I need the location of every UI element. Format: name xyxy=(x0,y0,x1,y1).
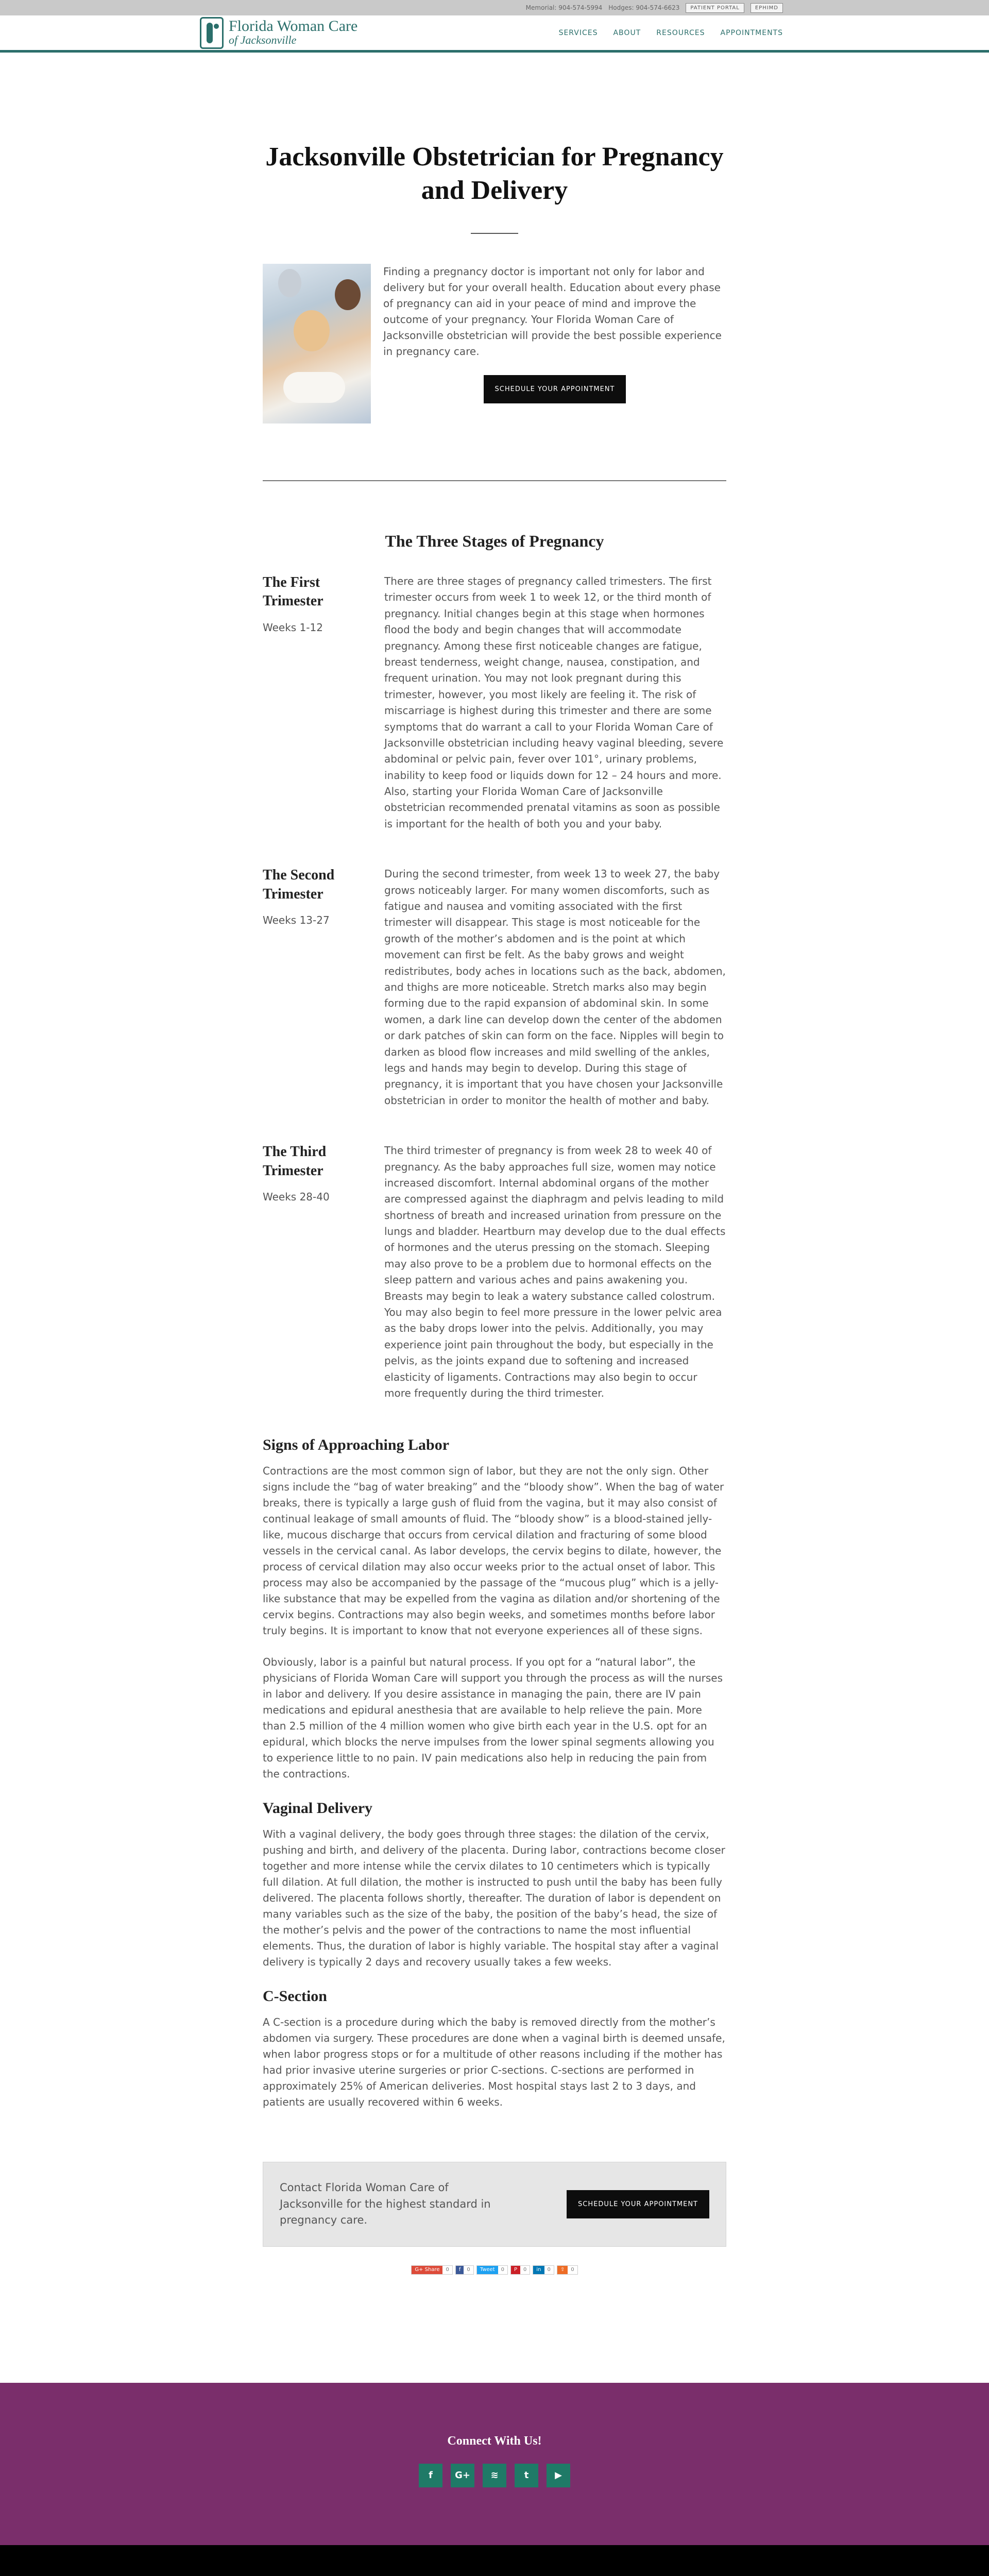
share-stumble-button[interactable]: ⇧ 0 xyxy=(557,2265,578,2275)
stage-weeks: Weeks 1-12 xyxy=(263,621,323,634)
stages-heading: The Three Stages of Pregnancy xyxy=(385,532,604,550)
contact-schedule-button[interactable]: SCHEDULE YOUR APPOINTMENT xyxy=(567,2190,709,2218)
menu-item-about[interactable]: ABOUT xyxy=(613,28,641,37)
logo-line-2: of Jacksonville xyxy=(229,33,297,47)
menu-item-appointments[interactable]: APPOINTMENTS xyxy=(720,28,783,37)
phone-hodges[interactable]: Hodges: 904-574-6623 xyxy=(608,4,680,11)
stage-text: The third trimester of pregnancy is from week 28 to week 40 of pregnancy. As the baby approaches full size, women may notice increased discomfort. Internal abdominal organs of the mother are compressed against the diaphragm and pelvis leading to mild shortness of breath and increased urination from pressure on the lungs and bladder. Heartburn may develop due to the dual effects of hormones and the uterus pressing on the stomach. Sleeping may also prove to be a problem due to hormonal effects on the sleep pattern and various aches and pains awakening you. Breasts may begin to leak a watery substance called colostrum. You may also begin to feel more pressure in the lower pelvic area as the baby drops lower into the pelvis. Additionally, you may experience joint pain throughout the body, but especially in the pelvis, as the joints expand due to softening and increased elasticity of ligaments. Contractions may also begin to occur more frequently during the third trimester. xyxy=(384,1144,726,1399)
page-title: Jacksonville Obstetrician for Pregnancy and Delivery xyxy=(265,142,724,205)
share-linkedin-button[interactable]: in 0 xyxy=(533,2265,554,2275)
share-pinterest-button[interactable]: P 0 xyxy=(510,2265,530,2275)
vaginal-delivery-paragraph: With a vaginal delivery, the body goes through three stages: the dilation of the cervix, pushing and birth, and delivery of the placenta. During labor, contractions become closer together and more intense while the cervix dilates to 10 centimeters which is typically full dilation. At full dilation, the mother is instructed to push until the baby has been fully delivered. The placenta follows shortly, thereafter. The duration of labor is dependent on many variables such as the size of the baby, the position of the baby’s head, the size of the mother’s pelvis and the power of the contractions to name the most influential elements. Thus, the duration of labor is highly variable. The hospital stay after a vaginal delivery is typically 2 days and recovery usually takes a few weeks. xyxy=(263,1828,725,1969)
stage-text: During the second trimester, from week 13 to week 27, the baby grows noticeably larger. For many women discomforts, such as fatigue and nausea and vomiting associated with the first trimester will disappear. This stage is most noticeable for the growth of the mother’s abdomen and is the point at which movement can first be felt. As the baby grows and weight redistributes, body aches in locations such as the back, abdomen, and thighs are more noticeable. Stretch marks also may begin forming due to the rapid expansion of abdominal skin. In some women, a dark line can develop down the center of the abdomen or dark patches of skin can form on the face. Nipples will begin to darken as blood flow increases and mild swelling of the ankles, legs and hands may begin to develop. During this stage of pregnancy, it is important that you have chosen your Jacksonville obstetrician in order to monitor the health of mother and baby. xyxy=(384,868,726,1107)
contact-text: Contact Florida Woman Care of Jacksonville for the highest standard in pregnancy care. xyxy=(280,2181,491,2227)
site-logo[interactable] xyxy=(200,17,357,49)
ephimd-button[interactable]: EPHIMD xyxy=(751,3,783,13)
footer-nav xyxy=(0,2545,989,2576)
stage-title: The Second Trimester xyxy=(263,867,335,902)
menu-item-services[interactable]: SERVICES xyxy=(558,28,598,37)
social-links xyxy=(0,2464,989,2487)
main-content xyxy=(263,140,726,2275)
intro-text: Finding a pregnancy doctor is important not only for labor and delivery but for your overall health. Education about every phase of pregnancy can aid in your peace of mind and improve the outcome of your pregnancy. Your Florida Woman Care of Jacksonville obstetrician will provide the best possible experience in pregnancy care. xyxy=(383,265,722,358)
family-photo xyxy=(263,264,371,423)
c-section-paragraph: A C-section is a procedure during which the baby is removed directly from the mother’s abdomen via surgery. These procedures are done when a vaginal birth is deemed unsafe, when labor progress stops or for a multitude of other reasons including if the mother has had prior invasive uterine surgeries or prior C-sections. C-sections are performed in approximately 25% of American deliveries. Most hospital stays last 2 to 3 days, and patients are usually recovered within 6 weeks. xyxy=(263,2016,725,2109)
main-menu xyxy=(559,29,783,37)
title-divider xyxy=(471,233,518,234)
connect-heading: Connect With Us! xyxy=(447,2434,542,2448)
intro-section xyxy=(263,264,726,423)
menu-item-resources[interactable]: RESOURCES xyxy=(656,28,705,37)
logo-mark-icon xyxy=(200,17,224,49)
c-section-heading: C-Section xyxy=(263,1988,327,2005)
labor-paragraph-1: Contractions are the most common sign of labor, but they are not the only sign. Other signs include the “bag of water breaking” and the “bloody show”. When the bag of water breaks, there is typically a large gush of fluid from the vagina, but it may also consist of continual leakage of small amounts of fluid. The “bloody show” is a blood-stained jelly-like, mucous discharge that occurs from cervical dilation and fracturing of some blood vessels in the cervical canal. As labor develops, the cervix begins to dilate, however, the process of cervical dilation may also occur weeks prior to the actual onset of labor. This process may also be accompanied by the passage of the “mucous plug” which is a jelly-like substance that may be expelled from the vagina as dilation and/or shortening of the cervix begins. Contractions may also begin weeks, and sometimes months before labor truly begins. It is important to know that not everyone experiences all of these signs. xyxy=(263,1465,724,1637)
facebook-icon[interactable]: f xyxy=(419,2464,442,2487)
stage-text: There are three stages of pregnancy called trimesters. The first trimester occurs from week 1 to week 12, or the third month of pregnancy. Initial changes begin at this stage when hormones flood the body and begin changes that will accommodate pregnancy. Among these first noticeable changes are fatigue, breast tenderness, weight change, nausea, constipation, and frequent urination. You may not look pregnant during this trimester, however, you most likely are feeling it. The risk of miscarriage is highest during this trimester and there are some symptoms that do warrant a call to your Florida Woman Care of Jacksonville obstetrician including heavy vaginal bleeding, severe abdominal or pelvic pain, fever over 101°, urinary problems, inability to keep food or liquids down for 12 – 24 hours and more. Also, starting your Florida Woman Care of Jacksonville obstetrician recommended prenatal vitamins as soon as possible is important for the health of both you and your baby. xyxy=(384,575,724,830)
contact-callout xyxy=(263,2162,726,2247)
bottom-footer xyxy=(0,2545,989,2576)
stage-second-trimester xyxy=(263,866,726,1109)
patient-portal-button[interactable]: PATIENT PORTAL xyxy=(686,3,744,13)
top-bar xyxy=(0,0,989,15)
stage-title: The Third Trimester xyxy=(263,1144,327,1179)
youtube-icon[interactable]: ▶ xyxy=(547,2464,570,2487)
connect-footer xyxy=(0,2383,989,2545)
rss-icon[interactable]: ≋ xyxy=(483,2464,506,2487)
phone-memorial[interactable]: Memorial: 904-574-5994 xyxy=(525,4,603,11)
share-google-button[interactable]: G+ Share 0 xyxy=(411,2265,453,2275)
share-facebook-button[interactable]: f 0 xyxy=(455,2265,474,2275)
site-header xyxy=(0,15,989,53)
google-plus-icon[interactable]: G+ xyxy=(451,2464,474,2487)
share-bar xyxy=(263,2265,726,2275)
logo-line-1: Florida Woman Care xyxy=(229,18,358,35)
section-divider xyxy=(263,480,726,481)
schedule-appointment-button[interactable]: SCHEDULE YOUR APPOINTMENT xyxy=(484,375,626,403)
stage-third-trimester xyxy=(263,1143,726,1401)
stage-weeks: Weeks 13-27 xyxy=(263,914,330,927)
stage-title: The First Trimester xyxy=(263,574,323,609)
share-twitter-button[interactable]: Tweet 0 xyxy=(476,2265,508,2275)
labor-paragraph-2: Obviously, labor is a painful but natural process. If you opt for a “natural labor”, the physicians of Florida Woman Care will support you through the process as will the nurses in labor and delivery. If you desire assistance in managing the pain, there are IV pain medications and epidural anesthesia that are available to help relieve the pain. More than 2.5 million of the 4 million women who give birth each year in the U.S. opt for an epidural, which blocks the nerve impulses from the lower spinal segments allowing you to experience little to no pain. IV pain medications also help in reducing the pain from the contractions. xyxy=(263,1656,723,1781)
vaginal-delivery-heading: Vaginal Delivery xyxy=(263,1800,373,1817)
stage-first-trimester xyxy=(263,573,726,832)
labor-heading: Signs of Approaching Labor xyxy=(263,1436,450,1454)
twitter-icon[interactable]: t xyxy=(515,2464,538,2487)
stage-weeks: Weeks 28-40 xyxy=(263,1190,330,1203)
